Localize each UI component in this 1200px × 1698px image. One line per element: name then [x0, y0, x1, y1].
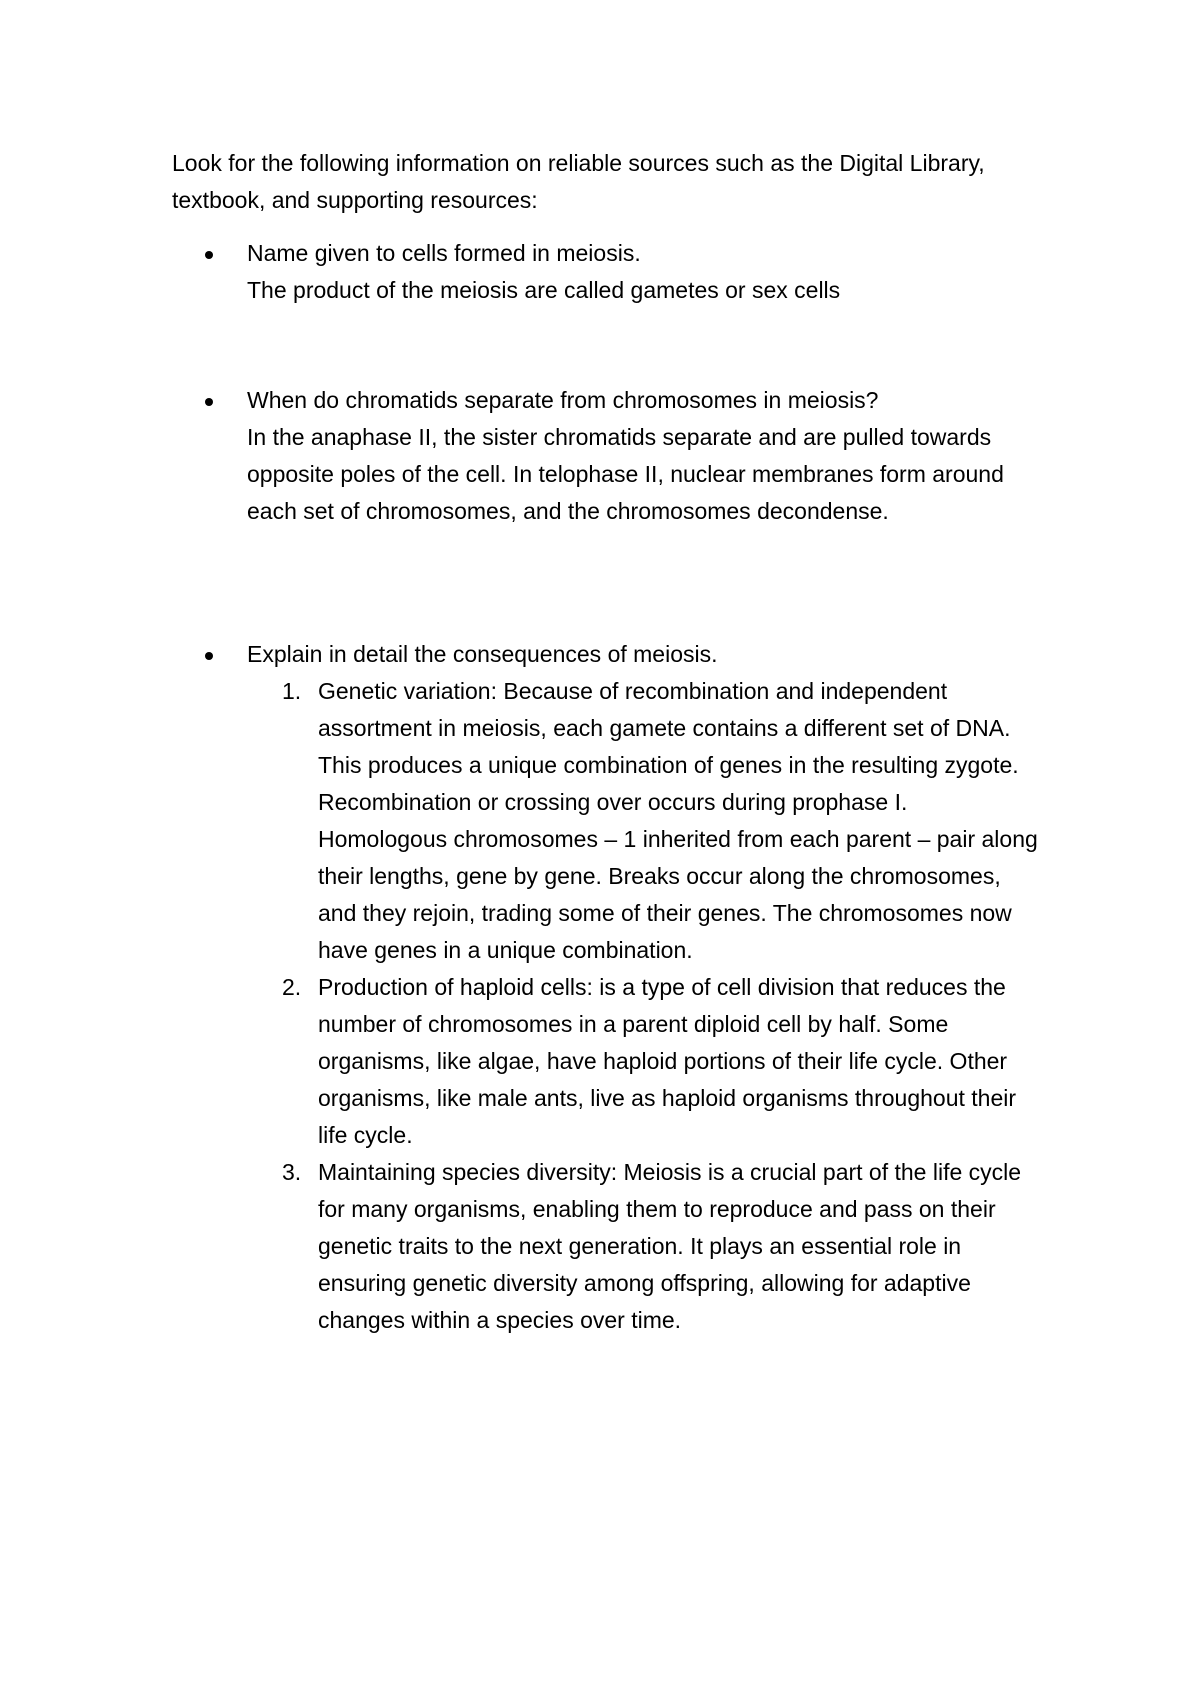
list-item — [282, 1154, 1038, 1339]
bullet-text — [247, 636, 1037, 673]
list-item — [282, 969, 1038, 1154]
bullet-text — [247, 235, 1037, 309]
list-number: 1. — [282, 678, 302, 704]
list-item — [282, 673, 1038, 969]
intro-paragraph: Look for the following information on reliable sources such as the Digital Library, textbook, and supporting resources: — [172, 150, 985, 213]
question-text: Explain in detail the consequences of meiosis. — [247, 641, 718, 667]
bullet-dot-icon — [205, 652, 213, 660]
answer-text: The product of the meiosis are called gametes or sex cells — [247, 277, 841, 303]
list-number: 3. — [282, 1159, 302, 1185]
bullet-dot-icon — [205, 251, 213, 259]
list-item-text: Genetic variation: Because of recombination and independent assortment in meiosis, each gamete contains a different set of DNA. This produces a unique combination of genes in the resulting zygote. Recombination or crossing over occurs during prophase I. Homologous chromosomes – 1 inherited from each parent – pair along their lengths, gene by gene. Breaks occur along the chromosomes, and they rejoin, trading some of their genes. The chromosomes now have genes in a unique combination. — [318, 678, 1038, 963]
list-number: 2. — [282, 974, 302, 1000]
numbered-list — [282, 673, 1038, 1339]
list-item-text: Maintaining species diversity: Meiosis is a crucial part of the life cycle for many organisms, enabling them to reproduce and pass on their genetic traits to the next generation. It plays an essential role in ensuring genetic diversity among offspring, allowing for adaptive changes within a species over time. — [318, 1159, 1022, 1333]
answer-text: In the anaphase II, the sister chromatids separate and are pulled towards opposite poles of the cell. In telophase II, nuclear membranes form around each set of chromosomes, and the chromosomes decondense. — [247, 424, 1004, 524]
list-item-text: Production of haploid cells: is a type of cell division that reduces the number of chromosomes in a parent diploid cell by half. Some organisms, like algae, have haploid portions of their life cycle. Other organisms, like male ants, live as haploid organisms throughout their life cycle. — [318, 974, 1017, 1148]
bullet-text — [247, 382, 1037, 530]
question-text: When do chromatids separate from chromosomes in meiosis? — [247, 387, 879, 413]
bullet-dot-icon — [205, 398, 213, 406]
question-text: Name given to cells formed in meiosis. — [247, 240, 641, 266]
